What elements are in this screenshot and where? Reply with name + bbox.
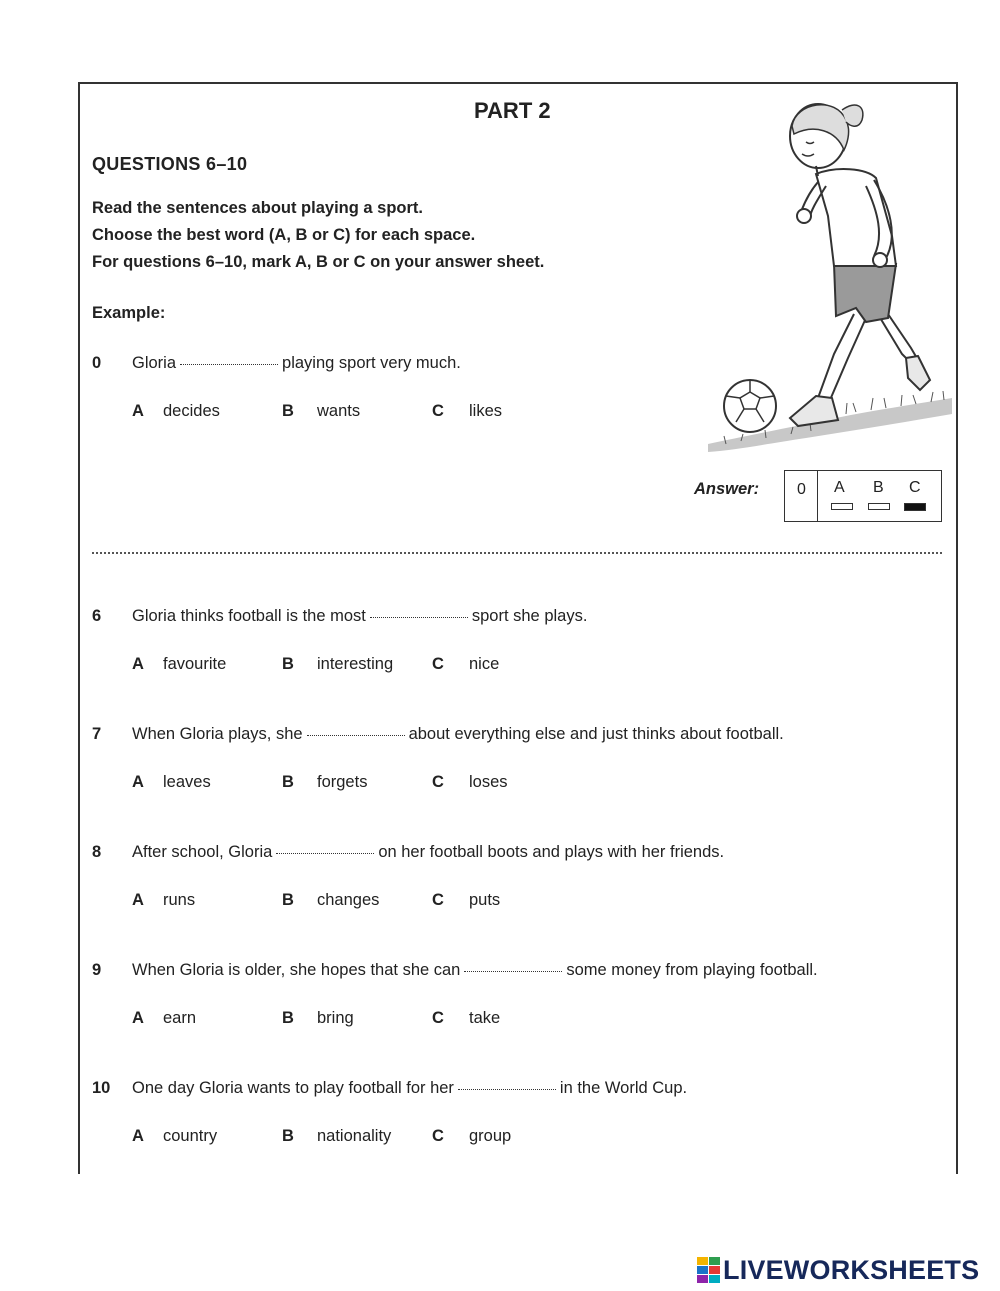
question-text xyxy=(132,725,784,744)
answer-blank[interactable] xyxy=(464,971,562,972)
answer-mark-a xyxy=(831,503,853,510)
answer-mark-b xyxy=(868,503,890,510)
option-text-b[interactable]: interesting xyxy=(317,655,394,673)
instruction-line-3: For questions 6–10, mark A, B or C on your answer sheet. xyxy=(92,253,545,271)
answer-box-letter-b: B xyxy=(873,479,884,496)
question-text-after: sport she plays. xyxy=(471,607,588,625)
answer-label: Answer: xyxy=(694,480,760,498)
answer-blank xyxy=(180,364,278,365)
girl-football-illustration xyxy=(706,86,954,458)
question-text xyxy=(132,843,724,862)
question-number: 9 xyxy=(92,961,102,979)
option-letter-b[interactable]: B xyxy=(282,773,294,791)
answer-blank[interactable] xyxy=(276,853,374,854)
question-number: 7 xyxy=(92,725,102,743)
option-text-c[interactable]: loses xyxy=(469,773,508,791)
option-letter-c[interactable]: C xyxy=(432,891,444,909)
option-text-c: likes xyxy=(469,402,503,420)
question-text xyxy=(132,1079,687,1098)
answer-box-letter-a: A xyxy=(834,479,845,496)
option-letter-c[interactable]: C xyxy=(432,773,444,791)
option-text-a[interactable]: leaves xyxy=(163,773,211,791)
option-text-c[interactable]: puts xyxy=(469,891,501,909)
answer-box-divider xyxy=(817,471,818,521)
option-letter-c[interactable]: C xyxy=(432,1009,444,1027)
question-text-after: about everything else and just thinks about football. xyxy=(408,725,784,743)
option-letter-b[interactable]: B xyxy=(282,655,294,673)
answer-blank[interactable] xyxy=(370,617,468,618)
question-text xyxy=(132,961,818,980)
question-text-before: One day Gloria wants to play football for her xyxy=(132,1079,454,1097)
instruction-line-2: Choose the best word (A, B or C) for each space. xyxy=(92,226,476,244)
option-letter-c[interactable]: C xyxy=(432,1127,444,1145)
option-letter-a[interactable]: A xyxy=(132,1009,144,1027)
option-text-b[interactable]: changes xyxy=(317,891,380,909)
option-text-a[interactable]: earn xyxy=(163,1009,197,1027)
dotted-separator xyxy=(92,552,942,554)
question-text-after: on her football boots and plays with her friends. xyxy=(378,843,725,861)
option-text-b: wants xyxy=(317,402,361,420)
answer-box-letter-c: C xyxy=(909,479,921,496)
question-number: 10 xyxy=(92,1079,111,1097)
answer-blank[interactable] xyxy=(458,1089,556,1090)
question-text-after: some money from playing football. xyxy=(566,961,818,979)
question-number: 0 xyxy=(92,354,102,372)
option-text-a[interactable]: favourite xyxy=(163,655,227,673)
option-text-c[interactable]: take xyxy=(469,1009,501,1027)
option-letter-b: B xyxy=(282,402,294,420)
question-text-before: Gloria thinks football is the most xyxy=(132,607,366,625)
questions-heading: QUESTIONS 6–10 xyxy=(92,154,248,174)
question-number: 8 xyxy=(92,843,102,861)
option-letter-a[interactable]: A xyxy=(132,1127,144,1145)
answer-blank[interactable] xyxy=(307,735,405,736)
question-text-before: After school, Gloria xyxy=(132,843,273,861)
option-text-b[interactable]: nationality xyxy=(317,1127,392,1145)
instruction-line-1: Read the sentences about playing a sport. xyxy=(92,199,423,217)
option-text-a[interactable]: runs xyxy=(163,891,196,909)
question-text xyxy=(132,354,461,373)
question-number: 6 xyxy=(92,607,102,625)
example-answer-box xyxy=(784,470,942,522)
option-text-b[interactable]: forgets xyxy=(317,773,368,791)
question-text-before: Gloria xyxy=(132,354,177,372)
option-letter-b[interactable]: B xyxy=(282,891,294,909)
option-text-c[interactable]: nice xyxy=(469,655,500,673)
logo-text: LIVEWORKSHEETS xyxy=(723,1255,980,1285)
logo-blocks-icon xyxy=(697,1257,721,1285)
question-text xyxy=(132,607,587,626)
question-text-before: When Gloria is older, she hopes that she can xyxy=(132,961,461,979)
question-text-after: playing sport very much. xyxy=(282,354,461,372)
option-letter-a: A xyxy=(132,402,144,420)
option-letter-a[interactable]: A xyxy=(132,773,144,791)
liveworksheets-logo[interactable] xyxy=(697,1253,993,1287)
answer-mark-c xyxy=(904,503,926,511)
question-text-before: When Gloria plays, she xyxy=(132,725,303,743)
option-letter-a[interactable]: A xyxy=(132,655,144,673)
option-text-a: decides xyxy=(163,402,220,420)
option-letter-a[interactable]: A xyxy=(132,891,144,909)
option-letter-c[interactable]: C xyxy=(432,655,444,673)
option-letter-c: C xyxy=(432,402,444,420)
option-letter-b[interactable]: B xyxy=(282,1009,294,1027)
answer-box-number: 0 xyxy=(797,481,806,498)
option-text-c[interactable]: group xyxy=(469,1127,512,1145)
option-text-a[interactable]: country xyxy=(163,1127,218,1145)
option-text-b[interactable]: bring xyxy=(317,1009,354,1027)
part-title: PART 2 xyxy=(474,98,551,123)
example-label: Example: xyxy=(92,304,166,322)
question-text-after: in the World Cup. xyxy=(559,1079,688,1097)
option-letter-b[interactable]: B xyxy=(282,1127,294,1145)
